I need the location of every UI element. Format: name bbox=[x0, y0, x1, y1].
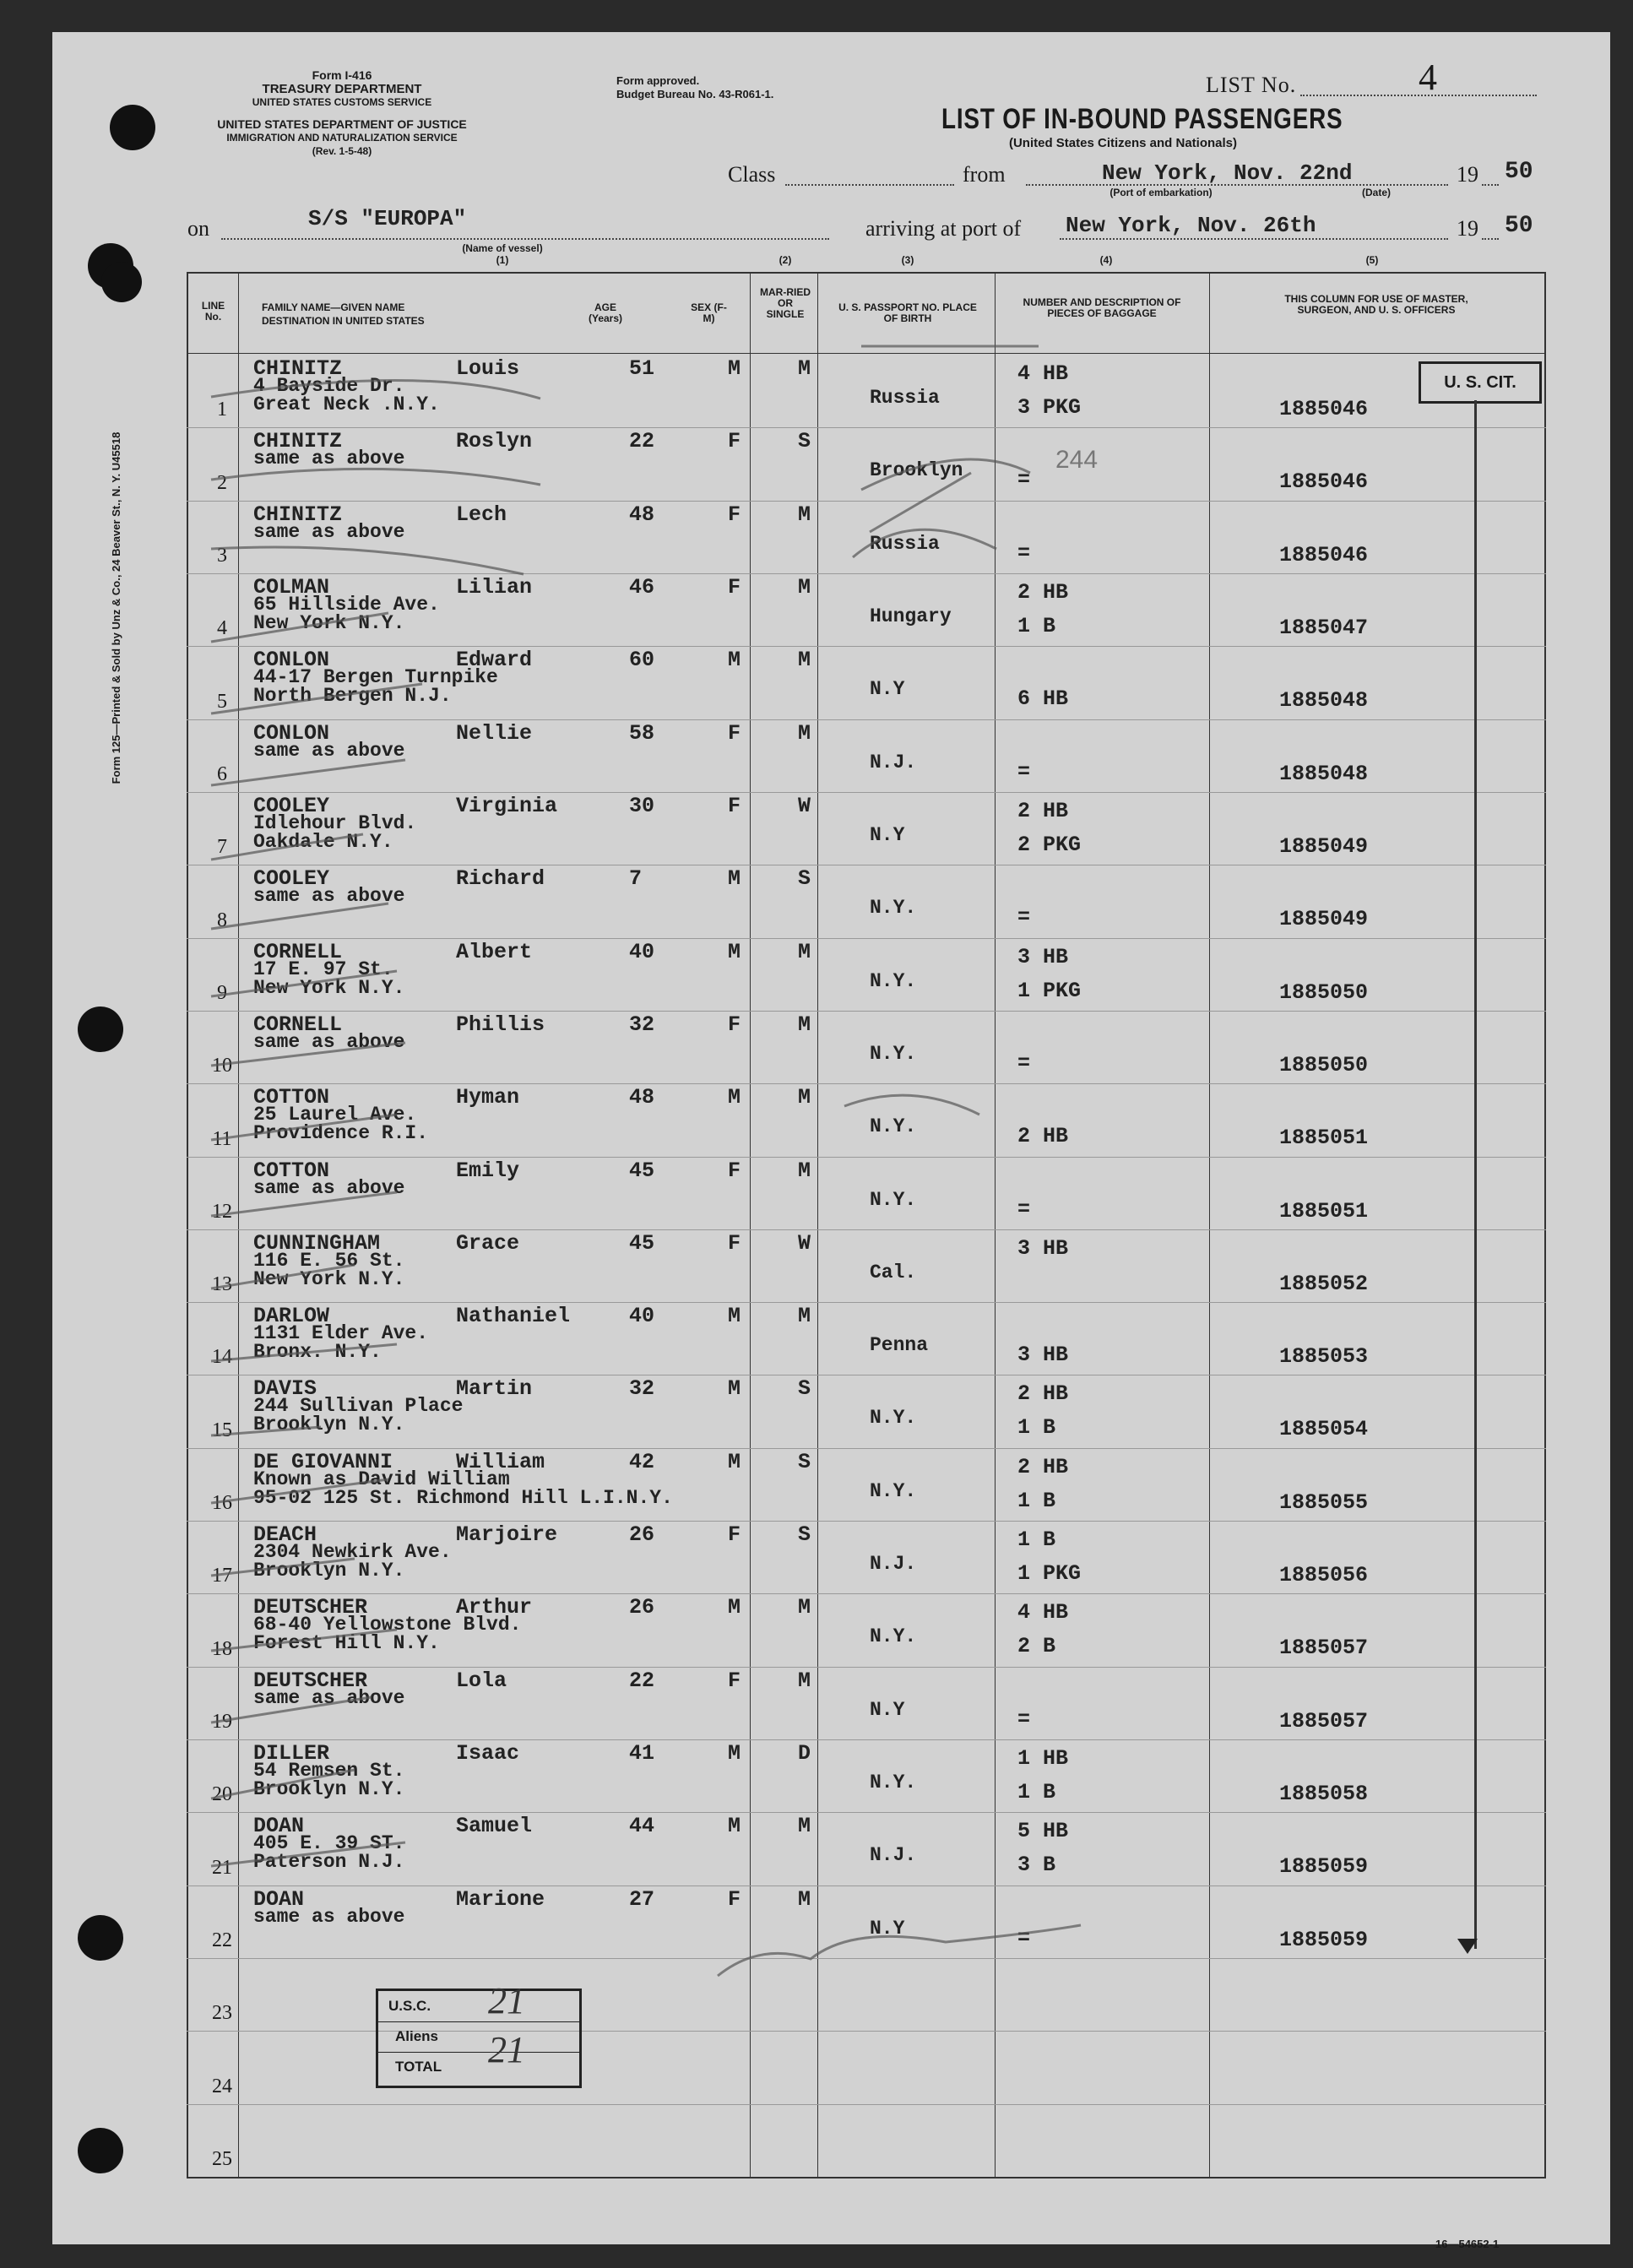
line-number: 7 bbox=[217, 836, 227, 859]
officer-number: 1885051 bbox=[1279, 1126, 1369, 1151]
header-name: FAMILY NAME—GIVEN NAME bbox=[262, 301, 405, 313]
officer-number: 1885050 bbox=[1279, 1052, 1369, 1077]
sex: F bbox=[728, 502, 741, 527]
sex: F bbox=[728, 1886, 741, 1912]
col-num-2: (2) bbox=[779, 254, 792, 266]
given-name: William bbox=[456, 1449, 545, 1474]
family-name: DAVIS bbox=[253, 1376, 317, 1402]
family-name: COTTON bbox=[253, 1085, 330, 1110]
address-line-2: New York N.Y. bbox=[253, 976, 405, 999]
marital-status: M bbox=[798, 1012, 811, 1037]
address-line-2: Oakdale N.Y. bbox=[253, 830, 393, 853]
family-name: COTTON bbox=[253, 1158, 330, 1183]
sex: F bbox=[728, 1158, 741, 1183]
family-name: DARLOW bbox=[253, 1304, 330, 1329]
officer-number: 1885052 bbox=[1279, 1271, 1369, 1296]
marital-status: D bbox=[798, 1741, 811, 1766]
line-number: 22 bbox=[212, 1929, 232, 1952]
address-line-2: New York N.Y. bbox=[253, 1267, 405, 1290]
age: 40 bbox=[629, 939, 655, 964]
place-of-birth: N.J. bbox=[870, 1844, 917, 1867]
place-of-birth: N.Y. bbox=[870, 1479, 917, 1502]
revision: (Rev. 1-5-48) bbox=[312, 145, 372, 157]
address-line-1: 2304 Newkirk Ave. bbox=[253, 1541, 452, 1564]
address-line-2: Paterson N.J. bbox=[253, 1851, 405, 1874]
baggage-1: 4 HB bbox=[1017, 1600, 1069, 1625]
line-number: 14 bbox=[212, 1346, 232, 1369]
line-number: 20 bbox=[212, 1783, 232, 1806]
baggage-1: 2 HB bbox=[1017, 1381, 1069, 1407]
address-line-1: 68-40 Yellowstone Blvd. bbox=[253, 1614, 522, 1636]
address-line-1: 17 E. 97 St. bbox=[253, 958, 393, 980]
sex: M bbox=[728, 1814, 741, 1839]
sex: F bbox=[728, 793, 741, 818]
baggage-1: 3 HB bbox=[1017, 944, 1069, 969]
address-line-1: 116 E. 56 St. bbox=[253, 1249, 405, 1272]
header-age: AGE (Years) bbox=[588, 301, 623, 324]
given-name: Nathaniel bbox=[456, 1304, 571, 1329]
given-name: Lech bbox=[456, 502, 507, 527]
marital-status: M bbox=[798, 939, 811, 964]
marital-status: M bbox=[798, 1158, 811, 1183]
us-cit-stamp: U. S. CIT. bbox=[1419, 361, 1542, 404]
sex: M bbox=[728, 1376, 741, 1402]
marital-status: S bbox=[798, 866, 811, 892]
given-name: Samuel bbox=[456, 1814, 533, 1839]
age: 48 bbox=[629, 502, 655, 527]
tally-aliens-label: Aliens bbox=[395, 2028, 439, 2044]
address-line-1: 54 Remsen St. bbox=[253, 1760, 405, 1782]
line-number: 21 bbox=[212, 1856, 232, 1879]
class-label: Class bbox=[728, 162, 776, 187]
age: 32 bbox=[629, 1012, 655, 1037]
marital-status: W bbox=[798, 793, 811, 818]
header-destination: DESTINATION IN UNITED STATES bbox=[262, 315, 425, 327]
age: 26 bbox=[629, 1595, 655, 1620]
sex: F bbox=[728, 1230, 741, 1256]
given-name: Marione bbox=[456, 1886, 545, 1912]
given-name: Lola bbox=[456, 1668, 507, 1693]
baggage-2: 2 PKG bbox=[1017, 832, 1082, 857]
baggage-1: 5 HB bbox=[1017, 1819, 1069, 1844]
baggage-1: 3 HB bbox=[1017, 1235, 1069, 1261]
tally-total-label: TOTAL bbox=[395, 2059, 442, 2075]
place-of-birth: Hungary bbox=[870, 605, 952, 627]
year2-prefix: 19 bbox=[1457, 216, 1478, 241]
age: 46 bbox=[629, 574, 655, 600]
age: 45 bbox=[629, 1158, 655, 1183]
marital-status: M bbox=[798, 1814, 811, 1839]
given-name: Martin bbox=[456, 1376, 533, 1402]
header-passport: U. S. PASSPORT NO. PLACE OF BIRTH bbox=[838, 301, 977, 324]
col-num-3: (3) bbox=[901, 254, 914, 266]
line-number: 16 bbox=[212, 1492, 232, 1515]
ins-service: IMMIGRATION AND NATURALIZATION SERVICE bbox=[226, 132, 458, 144]
family-name: CORNELL bbox=[253, 939, 343, 964]
age: 60 bbox=[629, 648, 655, 673]
age: 45 bbox=[629, 1230, 655, 1256]
given-name: Grace bbox=[456, 1230, 520, 1256]
marital-status: S bbox=[798, 1449, 811, 1474]
header-sex: SEX (F-M) bbox=[691, 301, 727, 324]
marital-status: S bbox=[798, 429, 811, 454]
vessel-name: S/S "EUROPA" bbox=[308, 206, 467, 231]
justice-dept: UNITED STATES DEPARTMENT OF JUSTICE bbox=[217, 117, 467, 131]
baggage-2: = bbox=[1017, 1050, 1031, 1076]
sex: F bbox=[728, 720, 741, 746]
sex: F bbox=[728, 1012, 741, 1037]
address-line-1: same as above bbox=[253, 448, 405, 470]
place-of-birth: N.J. bbox=[870, 1553, 917, 1576]
age: 58 bbox=[629, 720, 655, 746]
place-of-birth: N.Y bbox=[870, 823, 905, 846]
sex: M bbox=[728, 1085, 741, 1110]
age: 22 bbox=[629, 1668, 655, 1693]
marital-status: M bbox=[798, 1886, 811, 1912]
officer-number: 1885058 bbox=[1279, 1782, 1369, 1807]
family-name: CUNNINGHAM bbox=[253, 1230, 381, 1256]
line-number: 23 bbox=[212, 2002, 232, 2025]
line-number: 2 bbox=[217, 471, 227, 494]
family-name: CHINITZ bbox=[253, 356, 343, 381]
baggage-1: 2 HB bbox=[1017, 798, 1069, 823]
marital-status: M bbox=[798, 502, 811, 527]
address-line-1: same as above bbox=[253, 1030, 405, 1053]
address-line-1: same as above bbox=[253, 520, 405, 543]
col-num-5: (5) bbox=[1365, 254, 1379, 266]
family-name: DEUTSCHER bbox=[253, 1595, 368, 1620]
officer-number: 1885054 bbox=[1279, 1417, 1369, 1442]
baggage-2: 2 HB bbox=[1017, 1124, 1069, 1149]
officer-number: 1885049 bbox=[1279, 907, 1369, 932]
officer-number: 1885048 bbox=[1279, 688, 1369, 713]
line-number: 19 bbox=[212, 1711, 232, 1734]
marital-status: M bbox=[798, 356, 811, 381]
officer-number: 1885047 bbox=[1279, 615, 1369, 640]
line-number: 9 bbox=[217, 981, 227, 1004]
family-name: DE GIOVANNI bbox=[253, 1449, 393, 1474]
family-name: DOAN bbox=[253, 1886, 305, 1912]
address-line-1: 1131 Elder Ave. bbox=[253, 1322, 429, 1345]
col-num-4: (4) bbox=[1099, 254, 1113, 266]
baggage-2: = bbox=[1017, 1706, 1031, 1732]
given-name: Edward bbox=[456, 648, 533, 673]
line-number: 24 bbox=[212, 2075, 232, 2097]
age: 22 bbox=[629, 429, 655, 454]
tally-usc-label: U.S.C. bbox=[388, 1998, 431, 2014]
address-line-1: same as above bbox=[253, 739, 405, 762]
baggage-2: = bbox=[1017, 759, 1031, 784]
line-number: 17 bbox=[212, 1565, 232, 1587]
address-line-1: 4 Bayside Dr. bbox=[253, 375, 405, 397]
baggage-2: 1 B bbox=[1017, 613, 1056, 638]
given-name: Roslyn bbox=[456, 429, 533, 454]
given-name: Emily bbox=[456, 1158, 520, 1183]
officer-number: 1885059 bbox=[1279, 1927, 1369, 1952]
given-name: Virginia bbox=[456, 793, 558, 818]
printer-credit: Form 125—Printed & Sold by Unz & Co., 24 Beaver St., N. Y. U45518 bbox=[110, 431, 122, 784]
baggage-1: 1 B bbox=[1017, 1527, 1056, 1553]
place-of-birth: N.Y. bbox=[870, 969, 917, 992]
family-name: CONLON bbox=[253, 648, 330, 673]
line-number: 1 bbox=[217, 399, 227, 421]
age: 41 bbox=[629, 1741, 655, 1766]
address-line-1: Idlehour Blvd. bbox=[253, 811, 417, 834]
family-name: DILLER bbox=[253, 1741, 330, 1766]
form-approved: Form approved. bbox=[616, 74, 700, 87]
address-line-2: Bronx. N.Y. bbox=[253, 1341, 382, 1364]
baggage-2: = bbox=[1017, 468, 1031, 493]
family-name: COOLEY bbox=[253, 793, 330, 818]
pencil-number: 244 bbox=[1055, 446, 1099, 474]
officer-number: 1885057 bbox=[1279, 1636, 1369, 1661]
baggage-2: 2 B bbox=[1017, 1634, 1056, 1659]
footer-code: 16—54652-1 bbox=[1435, 2238, 1500, 2250]
family-name: CORNELL bbox=[253, 1012, 343, 1037]
place-of-birth: Penna bbox=[870, 1334, 929, 1357]
baggage-1: 1 HB bbox=[1017, 1746, 1069, 1772]
sex: M bbox=[728, 1304, 741, 1329]
vessel-caption: (Name of vessel) bbox=[462, 242, 543, 254]
line-number: 13 bbox=[212, 1273, 232, 1296]
list-no-label: LIST No. bbox=[1206, 73, 1297, 97]
officer-number: 1885048 bbox=[1279, 761, 1369, 786]
address-line-2: New York N.Y. bbox=[253, 611, 405, 634]
address-line-1: 44-17 Bergen Turnpike bbox=[253, 666, 498, 689]
from-label: from bbox=[963, 162, 1006, 187]
officer-number: 1885049 bbox=[1279, 833, 1369, 859]
marital-status: M bbox=[798, 574, 811, 600]
marital-status: M bbox=[798, 648, 811, 673]
sex: M bbox=[728, 1449, 741, 1474]
port-embark-caption: (Port of embarkation) bbox=[1109, 187, 1213, 198]
family-name: DOAN bbox=[253, 1814, 305, 1839]
year2-value: 50 bbox=[1505, 213, 1533, 239]
address-line-2: Great Neck .N.Y. bbox=[253, 393, 440, 415]
on-label: on bbox=[187, 216, 209, 241]
officer-number: 1885057 bbox=[1279, 1708, 1369, 1734]
place-of-birth: N.Y. bbox=[870, 1407, 917, 1430]
officer-number: 1885055 bbox=[1279, 1489, 1369, 1515]
marital-status: M bbox=[798, 1668, 811, 1693]
budget-bureau: Budget Bureau No. 43-R061-1. bbox=[616, 88, 774, 100]
header-officers: THIS COLUMN FOR USE OF MASTER, SURGEON, AND U. S. OFFICERS bbox=[1284, 293, 1468, 316]
baggage-2: 3 PKG bbox=[1017, 395, 1082, 420]
place-of-birth: N.Y. bbox=[870, 897, 917, 920]
officer-number: 1885046 bbox=[1279, 542, 1369, 567]
line-number: 11 bbox=[212, 1127, 232, 1150]
place-of-birth: N.Y. bbox=[870, 1042, 917, 1065]
family-name: DEUTSCHER bbox=[253, 1668, 368, 1693]
given-name: Lilian bbox=[456, 574, 533, 600]
age: 51 bbox=[629, 356, 655, 381]
family-name: COOLEY bbox=[253, 866, 330, 892]
age: 32 bbox=[629, 1376, 655, 1402]
age: 40 bbox=[629, 1304, 655, 1329]
marital-status: M bbox=[798, 1304, 811, 1329]
place-of-birth: N.Y bbox=[870, 1698, 905, 1721]
marital-status: M bbox=[798, 1085, 811, 1110]
given-name: Albert bbox=[456, 939, 533, 964]
officer-number: 1885046 bbox=[1279, 397, 1369, 421]
age: 7 bbox=[629, 866, 643, 892]
list-no-value: 4 bbox=[1419, 57, 1437, 98]
place-of-birth: Brooklyn bbox=[870, 459, 963, 482]
tally-usc-value: 21 bbox=[488, 1980, 525, 2021]
officer-number: 1885046 bbox=[1279, 469, 1369, 495]
form-title: LIST OF IN-BOUND PASSENGERS bbox=[941, 103, 1343, 135]
line-number: 18 bbox=[212, 1637, 232, 1660]
arriving-value: New York, Nov. 26th bbox=[1066, 213, 1316, 238]
marital-status: S bbox=[798, 1522, 811, 1548]
family-name: CONLON bbox=[253, 720, 330, 746]
sex: F bbox=[728, 429, 741, 454]
officer-number: 1885059 bbox=[1279, 1854, 1369, 1880]
sex: M bbox=[728, 939, 741, 964]
baggage-2: 1 B bbox=[1017, 1780, 1056, 1805]
officer-number: 1885050 bbox=[1279, 979, 1369, 1005]
address-line-2: Forest Hill N.Y. bbox=[253, 1632, 440, 1655]
marital-status: S bbox=[798, 1376, 811, 1402]
address-line-1: 244 Sullivan Place bbox=[253, 1395, 464, 1418]
baggage-2: 1 PKG bbox=[1017, 1561, 1082, 1587]
sex: M bbox=[728, 866, 741, 892]
line-number: 8 bbox=[217, 909, 227, 931]
given-name: Arthur bbox=[456, 1595, 533, 1620]
age: 26 bbox=[629, 1522, 655, 1548]
family-name: CHINITZ bbox=[253, 429, 343, 454]
place-of-birth: Cal. bbox=[870, 1261, 917, 1283]
marital-status: W bbox=[798, 1230, 811, 1256]
sex: F bbox=[728, 1668, 741, 1693]
from-value: New York, Nov. 22nd bbox=[1102, 160, 1353, 186]
sex: M bbox=[728, 356, 741, 381]
address-line-2: Providence R.I. bbox=[253, 1122, 429, 1145]
family-name: COLMAN bbox=[253, 574, 330, 600]
age: 30 bbox=[629, 793, 655, 818]
line-number: 3 bbox=[217, 544, 227, 567]
baggage-2: 3 HB bbox=[1017, 1343, 1069, 1368]
baggage-2: 6 HB bbox=[1017, 686, 1069, 712]
baggage-2: = bbox=[1017, 1925, 1031, 1951]
customs-service: UNITED STATES CUSTOMS SERVICE bbox=[252, 96, 432, 108]
treasury-dept: TREASURY DEPARTMENT bbox=[262, 82, 422, 96]
family-name: CHINITZ bbox=[253, 502, 343, 527]
sex: F bbox=[728, 1522, 741, 1548]
given-name: Phillis bbox=[456, 1012, 545, 1037]
baggage-1: 2 HB bbox=[1017, 1454, 1069, 1479]
sex: F bbox=[728, 574, 741, 600]
given-name: Hyman bbox=[456, 1085, 520, 1110]
header-baggage: NUMBER AND DESCRIPTION OF PIECES OF BAGGAGE bbox=[1023, 296, 1181, 319]
address-line-1: 65 Hillside Ave. bbox=[253, 593, 440, 616]
line-number: 12 bbox=[212, 1200, 232, 1223]
tally-total-value: 21 bbox=[488, 2029, 525, 2070]
baggage-2: 1 B bbox=[1017, 1488, 1056, 1513]
officer-number: 1885053 bbox=[1279, 1344, 1369, 1370]
date-caption: (Date) bbox=[1361, 187, 1391, 198]
arriving-label: arriving at port of bbox=[865, 216, 1022, 241]
place-of-birth: N.Y. bbox=[870, 1188, 917, 1211]
age: 48 bbox=[629, 1085, 655, 1110]
sex: M bbox=[728, 648, 741, 673]
sex: M bbox=[728, 1595, 741, 1620]
year1-prefix: 19 bbox=[1457, 162, 1478, 187]
address-line-1: same as above bbox=[253, 1686, 405, 1709]
baggage-2: 1 PKG bbox=[1017, 978, 1082, 1003]
baggage-2: 1 B bbox=[1017, 1415, 1056, 1441]
place-of-birth: N.Y. bbox=[870, 1772, 917, 1794]
given-name: Marjoire bbox=[456, 1522, 558, 1548]
baggage-1: 2 HB bbox=[1017, 579, 1069, 605]
form-number: Form I-416 bbox=[312, 68, 372, 82]
age: 42 bbox=[629, 1449, 655, 1474]
address-line-2: North Bergen N.J. bbox=[253, 685, 452, 708]
header-married: MAR-RIED OR SINGLE bbox=[760, 286, 811, 320]
address-line-1: same as above bbox=[253, 885, 405, 908]
baggage-2: = bbox=[1017, 540, 1031, 566]
baggage-2: = bbox=[1017, 1196, 1031, 1222]
baggage-2: = bbox=[1017, 905, 1031, 931]
baggage-1: 4 HB bbox=[1017, 361, 1069, 386]
age: 44 bbox=[629, 1814, 655, 1839]
place-of-birth: N.Y. bbox=[870, 1115, 917, 1138]
address-line-2: 95-02 125 St. Richmond Hill L.I.N.Y. bbox=[253, 1486, 673, 1509]
family-name: DEACH bbox=[253, 1522, 317, 1548]
line-number: 4 bbox=[217, 617, 227, 640]
baggage-2: 3 B bbox=[1017, 1853, 1056, 1878]
line-number: 25 bbox=[212, 2148, 232, 2170]
place-of-birth: N.Y bbox=[870, 678, 905, 701]
given-name: Isaac bbox=[456, 1741, 520, 1766]
officer-number: 1885051 bbox=[1279, 1198, 1369, 1224]
given-name: Richard bbox=[456, 866, 545, 892]
address-line-2: Brooklyn N.Y. bbox=[253, 1778, 405, 1801]
marital-status: M bbox=[798, 720, 811, 746]
address-line-1: 25 Laurel Ave. bbox=[253, 1104, 417, 1126]
place-of-birth: N.Y bbox=[870, 1917, 905, 1940]
age: 27 bbox=[629, 1886, 655, 1912]
vessel-caption-no: (1) bbox=[496, 254, 509, 266]
header-line-no: LINE No. bbox=[201, 300, 225, 323]
form-subtitle: (United States Citizens and Nationals) bbox=[1008, 136, 1238, 150]
place-of-birth: N.J. bbox=[870, 751, 917, 773]
line-number: 6 bbox=[217, 762, 227, 785]
address-line-2: Brooklyn N.Y. bbox=[253, 1560, 405, 1582]
line-number: 10 bbox=[212, 1055, 232, 1077]
address-line-1: 405 E. 39 ST. bbox=[253, 1832, 405, 1855]
given-name: Louis bbox=[456, 356, 520, 381]
place-of-birth: Russia bbox=[870, 387, 940, 409]
place-of-birth: N.Y. bbox=[870, 1625, 917, 1648]
marital-status: M bbox=[798, 1595, 811, 1620]
year1-value: 50 bbox=[1505, 159, 1533, 185]
place-of-birth: Russia bbox=[870, 532, 940, 555]
address-line-2: Brooklyn N.Y. bbox=[253, 1413, 405, 1436]
address-line-1: Known as David William bbox=[253, 1468, 510, 1490]
line-number: 15 bbox=[212, 1419, 232, 1441]
officer-number: 1885056 bbox=[1279, 1563, 1369, 1588]
address-line-1: same as above bbox=[253, 1905, 405, 1928]
sex: M bbox=[728, 1741, 741, 1766]
line-number: 5 bbox=[217, 690, 227, 713]
given-name: Nellie bbox=[456, 720, 533, 746]
address-line-1: same as above bbox=[253, 1176, 405, 1199]
